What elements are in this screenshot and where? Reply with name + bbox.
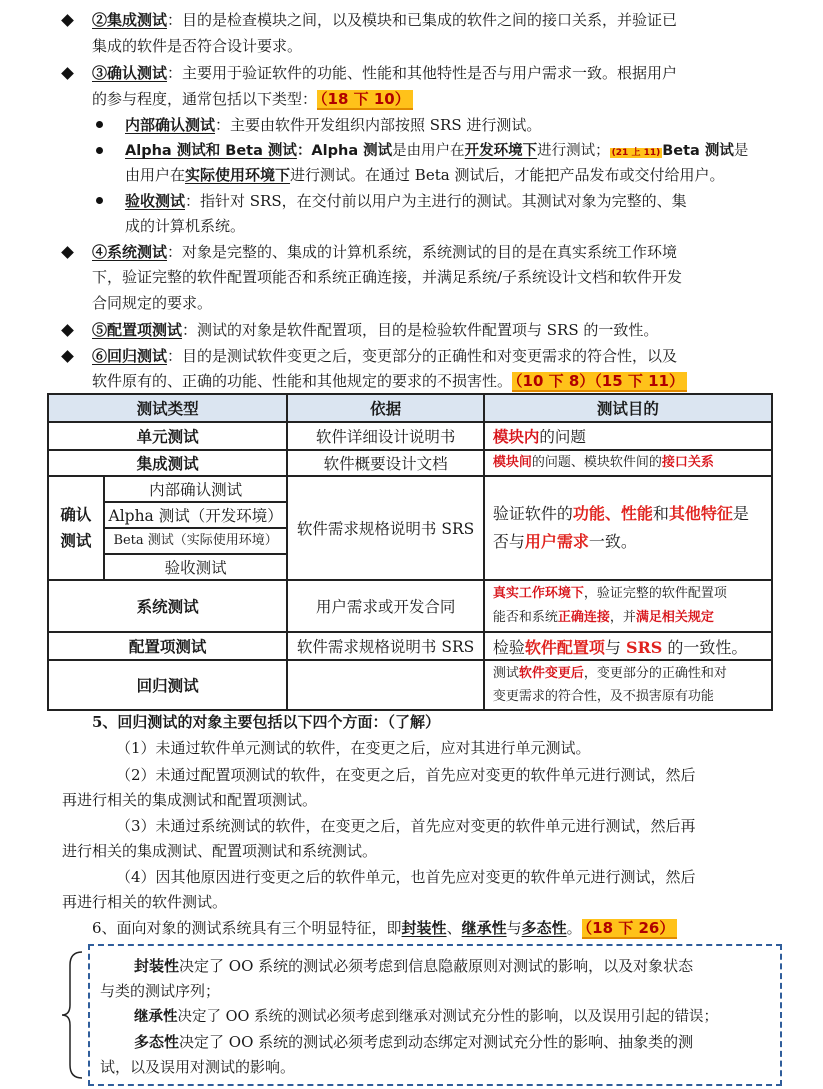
cell-basis: 软件需求规格说明书 SRS bbox=[287, 632, 483, 660]
bullet-diamond-icon bbox=[61, 67, 74, 80]
cell-group-confirm bbox=[48, 476, 104, 580]
regression-text: ：目的是测试软件变更之后，变更部分的正确性和对变更需求的符合性，以及 bbox=[167, 347, 678, 365]
purpose-text: 的问题、模块软件间的 bbox=[531, 455, 662, 470]
exam-tag: (21 上 11) bbox=[611, 148, 661, 158]
table-row bbox=[48, 476, 772, 502]
check-line-2 bbox=[125, 215, 245, 237]
table-row bbox=[48, 660, 772, 710]
cell-type: 系统测试 bbox=[48, 580, 287, 632]
section6-text: 6、面向对象的测试系统具有三个明显特征，即 bbox=[92, 919, 402, 937]
table-row bbox=[48, 450, 772, 476]
internal-line bbox=[125, 114, 541, 136]
integration-line-2 bbox=[92, 35, 302, 57]
inh-line bbox=[134, 1006, 718, 1028]
beta-test-label: Beta 测试 bbox=[662, 143, 734, 159]
bullet-diamond-icon bbox=[61, 324, 74, 337]
purpose-text: ，验证完整的软件配置项 bbox=[583, 586, 727, 601]
test-types-table bbox=[47, 393, 773, 711]
cell-type: 配置项测试 bbox=[48, 632, 287, 660]
purpose-text: 验证软件的 bbox=[492, 504, 573, 523]
section5-line: （2）未通过配置项测试的软件，在变更之后，首先应对变更的软件单元进行测试，然后 bbox=[116, 766, 696, 784]
purpose-highlight: 模块间 bbox=[492, 455, 532, 470]
acceptance-line-1 bbox=[92, 62, 677, 84]
section6-text: 。 bbox=[566, 919, 582, 937]
purpose-highlight: 其他特征 bbox=[668, 504, 733, 523]
purpose-text: 能否和系统 bbox=[492, 610, 558, 625]
purpose-highlight: 正确连接 bbox=[557, 610, 610, 625]
acceptance-label: ③确认测试 bbox=[92, 64, 168, 82]
purpose-highlight: SRS bbox=[625, 637, 663, 657]
check-label: 验收测试 bbox=[125, 192, 186, 210]
keyword: 多态性 bbox=[521, 919, 567, 937]
purpose-text: 和 bbox=[652, 504, 669, 523]
bullet-dot-icon bbox=[96, 147, 103, 154]
purpose-highlight: 用户需求 bbox=[524, 532, 589, 551]
config-label: ⑤配置项测试 bbox=[92, 321, 183, 339]
cell-purpose bbox=[484, 476, 772, 580]
regression-text-2: 软件原有的、正确的功能、性能和其他规定的要求的不损害性。 bbox=[92, 372, 513, 390]
purpose-text: 是 bbox=[732, 504, 749, 523]
cell-basis: 软件概要设计文档 bbox=[287, 450, 483, 476]
purpose-highlight: 功能、性能 bbox=[572, 504, 653, 523]
purpose-text: 检验 bbox=[492, 637, 525, 657]
purpose-highlight: 模块内 bbox=[492, 427, 540, 446]
beta-text: 是 bbox=[733, 143, 749, 159]
internal-label: 内部确认测试 bbox=[125, 116, 216, 134]
cell-type: 回归测试 bbox=[48, 660, 287, 710]
table-row bbox=[48, 632, 772, 660]
group-label-1: 确认 bbox=[60, 505, 92, 524]
integration-text: ：目的是检查模块之间，以及模块和已集成的软件之间的接口关系，并验证已 bbox=[167, 11, 678, 29]
acceptance-text-2: 的参与程度，通常包括以下类型： bbox=[92, 90, 318, 108]
check-line-1 bbox=[125, 190, 687, 212]
purpose-text: 的一致性。 bbox=[662, 637, 748, 657]
cell-type: 集成测试 bbox=[48, 450, 287, 476]
config-text: ：测试的对象是软件配置项，目的是检验软件配置项与 SRS 的一致性。 bbox=[182, 321, 659, 339]
bullet-diamond-icon bbox=[61, 350, 74, 363]
beta-text-2: 由用户在 bbox=[125, 166, 186, 184]
section5-line: （1）未通过软件单元测试的软件，在变更之后，应对其进行单元测试。 bbox=[116, 739, 591, 757]
table-row bbox=[48, 580, 772, 632]
acceptance-line-2 bbox=[92, 88, 413, 110]
section5-line: 进行相关的集成测试、配置项测试和系统测试。 bbox=[62, 842, 378, 860]
keyword: 封装性 bbox=[401, 919, 447, 937]
purpose-text: 的问题 bbox=[539, 428, 586, 446]
alphabeta-line-2 bbox=[125, 164, 724, 186]
curly-brace-icon bbox=[60, 950, 84, 1080]
section5-line: （4）因其他原因进行变更之后的软件单元，也首先应对变更的软件单元进行测试，然后 bbox=[116, 868, 696, 886]
cell-purpose bbox=[484, 450, 772, 476]
alphabeta-label: Alpha 测试和 Beta 测试 bbox=[125, 143, 297, 159]
table-row bbox=[48, 422, 772, 450]
system-line-3 bbox=[92, 292, 212, 314]
group-label-2: 测试 bbox=[60, 531, 92, 550]
system-label: ④系统测试 bbox=[92, 243, 168, 261]
purpose-text: 变更需求的符合性，及不损害原有功能 bbox=[492, 689, 714, 704]
header-type: 测试类型 bbox=[48, 394, 287, 422]
keyword: 继承性 bbox=[461, 919, 507, 937]
cell-purpose bbox=[484, 580, 772, 632]
system-line-1 bbox=[92, 241, 677, 263]
alphabeta-line-1 bbox=[125, 140, 748, 162]
bullet-diamond-icon bbox=[61, 14, 74, 27]
regression-line-1 bbox=[92, 345, 677, 367]
exam-tag: （10 下 8）（15 下 11） bbox=[512, 372, 687, 392]
poly-line-1 bbox=[134, 1031, 693, 1053]
purpose-highlight: 满足相关规定 bbox=[635, 610, 714, 625]
cell-subtype: Beta 测试（实际使用环境） bbox=[104, 528, 288, 554]
header-purpose: 测试目的 bbox=[484, 394, 772, 422]
table-header-row bbox=[48, 394, 772, 422]
cell-subtype: 验收测试 bbox=[104, 554, 288, 580]
alpha-test-label: ：Alpha 测试 bbox=[296, 143, 393, 159]
exam-tag: （18 下 26） bbox=[582, 919, 678, 939]
purpose-highlight: 软件变更后 bbox=[518, 666, 584, 681]
config-line bbox=[92, 319, 658, 341]
enc-line-2: 与类的测试序列； bbox=[100, 982, 221, 1000]
acceptance-text: ：主要用于验证软件的功能、性能和其他特性是否与用户需求一致。根据用户 bbox=[167, 64, 678, 82]
header-basis: 依据 bbox=[287, 394, 483, 422]
bullet-diamond-icon bbox=[61, 246, 74, 259]
system-text-3: 合同规定的要求。 bbox=[92, 294, 213, 312]
poly-line-2: 试，以及误用对测试的影响。 bbox=[100, 1058, 296, 1076]
purpose-highlight: 软件配置项 bbox=[524, 637, 605, 657]
purpose-highlight: 真实工作环境下 bbox=[492, 586, 584, 601]
cell-basis: 软件详细设计说明书 bbox=[287, 422, 483, 450]
section5-line: （3）未通过系统测试的软件，在变更之后，首先应对变更的软件单元进行测试，然后再 bbox=[116, 817, 696, 835]
system-line-2 bbox=[92, 266, 682, 288]
section6-title bbox=[92, 917, 677, 939]
integration-line-1 bbox=[92, 9, 677, 31]
section5-line: 再进行相关的软件测试。 bbox=[62, 893, 228, 911]
purpose-text: 测试 bbox=[492, 666, 519, 681]
section6-text: 与 bbox=[506, 919, 522, 937]
cell-basis: 软件需求规格说明书 SRS bbox=[287, 476, 483, 580]
cell-basis: 用户需求或开发合同 bbox=[287, 580, 483, 632]
real-env: 实际使用环境下 bbox=[185, 166, 291, 184]
purpose-text: ，并 bbox=[609, 610, 636, 625]
alpha-text-2: 进行测试； bbox=[537, 143, 610, 159]
system-text-2: 下，验证完整的软件配置项能否和系统正确连接，并满足系统/子系统设计文档和软件开发 bbox=[92, 268, 683, 286]
section6-text: 、 bbox=[446, 919, 462, 937]
section5-title: 5、回归测试的对象主要包括以下四个方面：（了解） bbox=[92, 713, 440, 731]
keyword: 多态性 bbox=[134, 1033, 180, 1051]
exam-tag: （18 下 10） bbox=[317, 90, 413, 110]
poly-text: 决定了 OO 系统的测试必须考虑到动态绑定对测试充分性的影响、抽象类的测 bbox=[179, 1033, 694, 1051]
bullet-dot-icon bbox=[96, 197, 103, 204]
cell-purpose bbox=[484, 422, 772, 450]
check-text-2: 成的计算机系统。 bbox=[125, 217, 246, 235]
check-text: ：指针对 SRS，在交付前以用户为主进行的测试。其测试对象为完整的、集 bbox=[185, 192, 687, 210]
bullet-dot-icon bbox=[96, 121, 103, 128]
inh-text: 决定了 OO 系统的测试必须考虑到继承对测试充分性的影响，以及误用引起的错误； bbox=[177, 1009, 718, 1025]
cell-purpose bbox=[484, 632, 772, 660]
dev-env: 开发环境下 bbox=[464, 143, 538, 159]
purpose-text: 与 bbox=[604, 637, 626, 657]
regression-line-2 bbox=[92, 370, 687, 392]
purpose-text: 一致。 bbox=[588, 532, 637, 551]
cell-basis-empty bbox=[287, 660, 483, 710]
cell-subtype: 内部确认测试 bbox=[104, 476, 288, 502]
purpose-text: ，变更部分的正确性和对 bbox=[583, 666, 727, 681]
cell-purpose bbox=[484, 660, 772, 710]
keyword: 封装性 bbox=[134, 957, 180, 975]
regression-label: ⑥回归测试 bbox=[92, 347, 168, 365]
beta-text-3: 进行测试。在通过 Beta 测试后，才能把产品发布或交付给用户。 bbox=[290, 166, 725, 184]
enc-text: 决定了 OO 系统的测试必须考虑到信息隐蔽原则对测试的影响，以及对象状态 bbox=[179, 957, 694, 975]
alpha-text: 是由用户在 bbox=[392, 143, 465, 159]
integration-label: ②集成测试 bbox=[92, 11, 168, 29]
integration-text-2: 集成的软件是否符合设计要求。 bbox=[92, 37, 303, 55]
keyword: 继承性 bbox=[134, 1008, 178, 1025]
internal-text: ：主要由软件开发组织内部按照 SRS 进行测试。 bbox=[215, 116, 542, 134]
purpose-highlight: 接口关系 bbox=[661, 455, 714, 470]
enc-line-1 bbox=[134, 955, 693, 977]
cell-type: 单元测试 bbox=[48, 422, 287, 450]
purpose-text: 否与 bbox=[492, 532, 525, 551]
section5-line: 再进行相关的集成测试和配置项测试。 bbox=[62, 791, 318, 809]
system-text: ：对象是完整的、集成的计算机系统，系统测试的目的是在真实系统工作环境 bbox=[167, 243, 678, 261]
cell-subtype: Alpha 测试（开发环境） bbox=[104, 502, 288, 528]
